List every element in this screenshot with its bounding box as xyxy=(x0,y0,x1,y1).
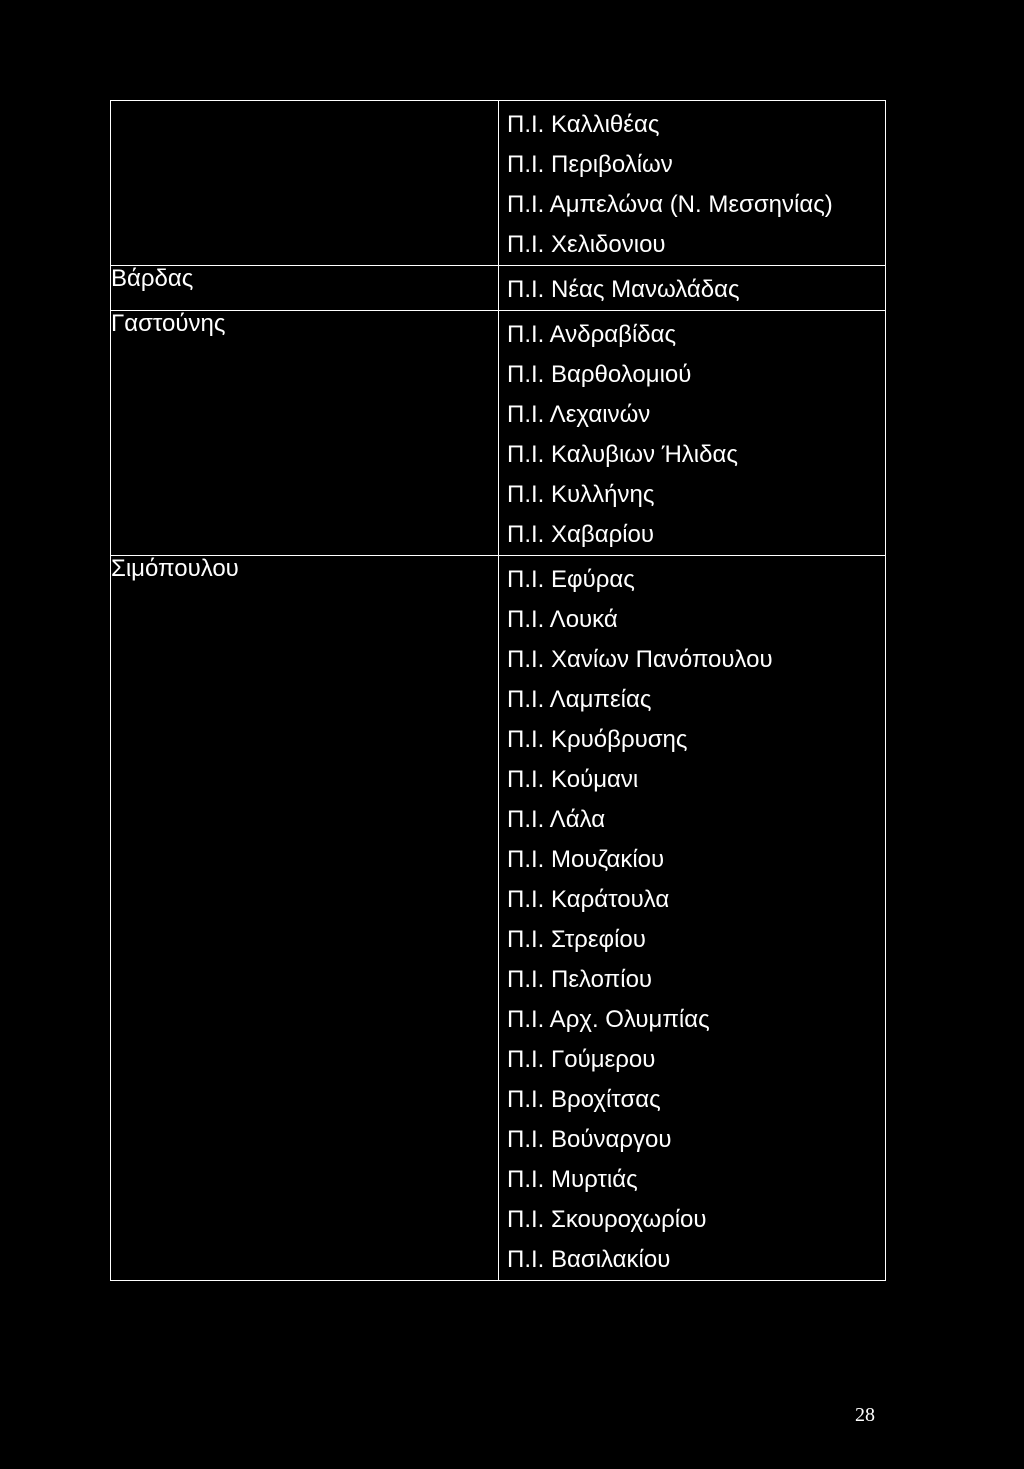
station-item: Π.Ι. Βροχίτσας xyxy=(507,1086,661,1113)
station-item: Π.Ι. Νέας Μανωλάδας xyxy=(507,276,740,303)
station-item: Π.Ι. Κυλλήνης xyxy=(507,481,655,508)
station-list xyxy=(499,266,885,310)
station-item: Π.Ι. Χελιδονιου xyxy=(507,231,666,258)
table-row xyxy=(111,556,886,1281)
station-item: Π.Ι. Καλλιθέας xyxy=(507,111,660,138)
station-item: Π.Ι. Λαμπείας xyxy=(507,686,652,713)
station-item: Π.Ι. Βαρθολομιού xyxy=(507,361,692,388)
station-item: Π.Ι. Χαβαρίου xyxy=(507,521,655,548)
station-item: Π.Ι. Πελοπίου xyxy=(507,966,653,993)
station-item: Π.Ι. Βασιλακίου xyxy=(507,1246,671,1273)
station-item: Π.Ι. Γούμερου xyxy=(507,1046,656,1073)
station-item: Π.Ι. Περιβολίων xyxy=(507,151,673,178)
station-item: Π.Ι. Καράτουλα xyxy=(507,886,670,913)
municipality-cell: Γαστούνης xyxy=(111,311,499,556)
stations-cell xyxy=(499,266,886,311)
station-item: Π.Ι. Καλυβιων Ήλιδας xyxy=(507,441,738,468)
station-item: Π.Ι. Ανδραβίδας xyxy=(507,321,677,348)
station-item: Π.Ι. Αμπελώνα (Ν. Μεσσηνίας) xyxy=(507,191,833,218)
stations-cell xyxy=(499,311,886,556)
station-item: Π.Ι. Χανίων Πανόπουλου xyxy=(507,646,773,673)
municipality-cell xyxy=(111,101,499,266)
station-item: Π.Ι. Κρυόβρυσης xyxy=(507,726,688,753)
station-item: Π.Ι. Μυρτιάς xyxy=(507,1166,638,1193)
station-item: Π.Ι. Μουζακίου xyxy=(507,846,665,873)
page-number: 28 xyxy=(855,1404,875,1426)
stations-table xyxy=(110,100,886,1281)
station-item: Π.Ι. Βούναργου xyxy=(507,1126,672,1153)
municipality-cell: Σιμόπουλου xyxy=(111,556,499,1281)
table-row xyxy=(111,311,886,556)
table-row xyxy=(111,101,886,266)
station-item: Π.Ι. Σκουροχωρίου xyxy=(507,1206,707,1233)
station-item: Π.Ι. Εφύρας xyxy=(507,566,635,593)
station-item: Π.Ι. Λάλα xyxy=(507,806,606,833)
station-item: Π.Ι. Λεχαινών xyxy=(507,401,651,428)
station-item: Π.Ι. Λουκά xyxy=(507,606,618,633)
municipality-cell: Βάρδας xyxy=(111,266,499,311)
station-item: Π.Ι. Αρχ. Ολυμπίας xyxy=(507,1006,710,1033)
station-list xyxy=(499,311,885,555)
station-list xyxy=(499,556,885,1280)
stations-cell xyxy=(499,101,886,266)
station-item: Π.Ι. Στρεφίου xyxy=(507,926,646,953)
stations-cell xyxy=(499,556,886,1281)
table-row xyxy=(111,266,886,311)
station-list xyxy=(499,101,885,265)
station-item: Π.Ι. Κούμανι xyxy=(507,766,639,793)
